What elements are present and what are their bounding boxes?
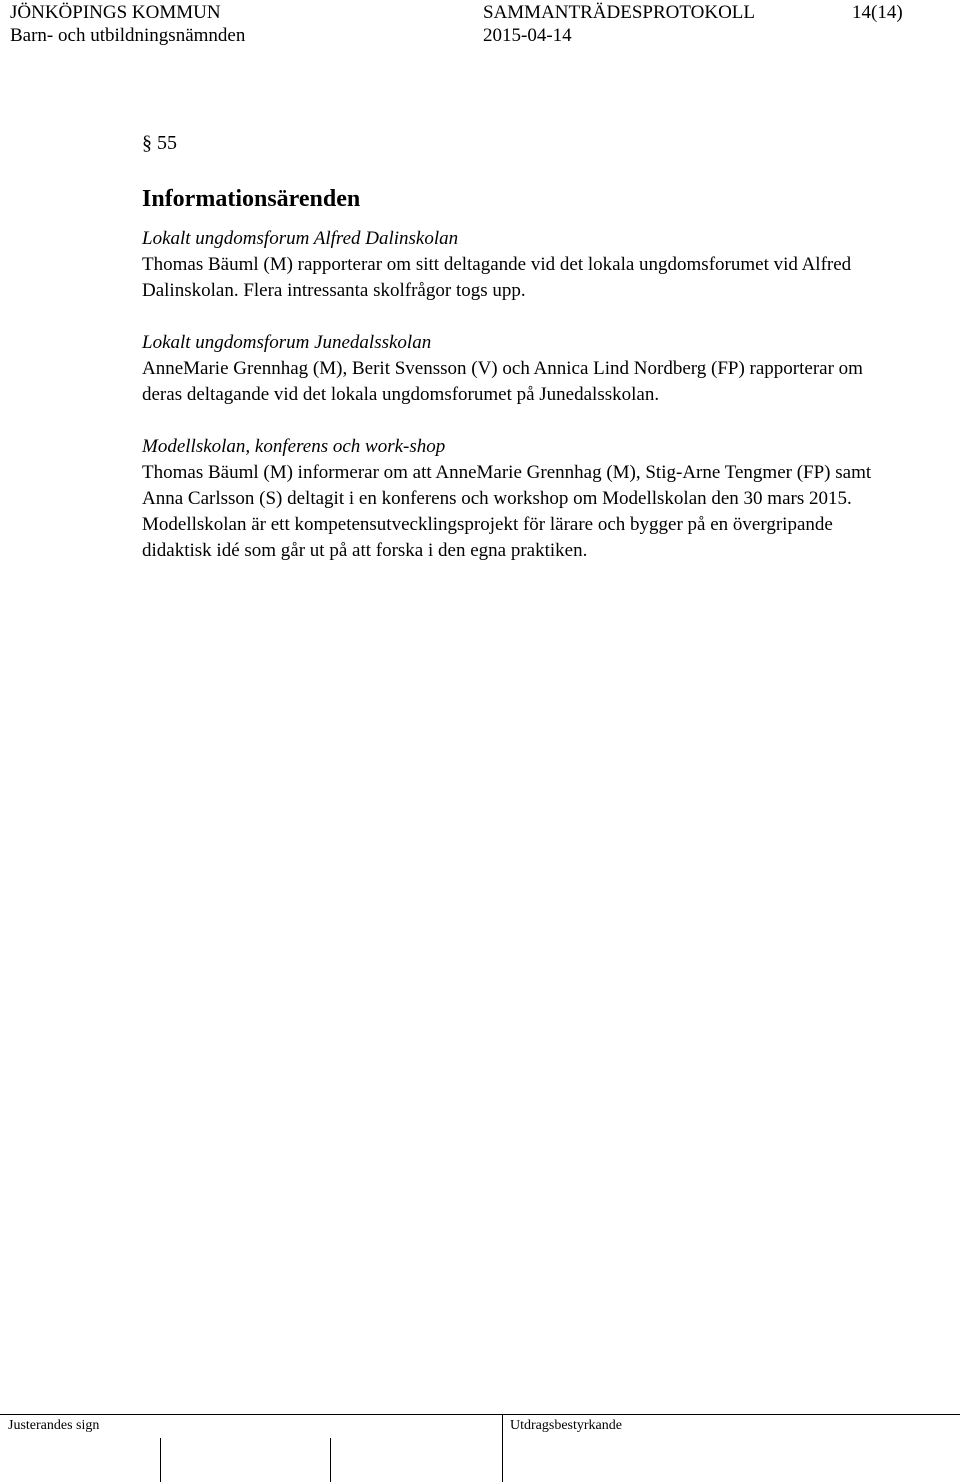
item-body: Thomas Bäuml (M) informerar om att AnneMarie Grennhag (M), Stig-Arne Tengmer (FP) samt Anna Carlsson (S) deltagit i en konferens och workshop om Modellskolan den 30 mars 2015. Modellskolan är ett kompetensutvecklingsprojekt för lärare och bygger på en övergripande didaktisk idé som går ut på att forska i den egna praktiken. — [142, 462, 872, 561]
municipality-name: JÖNKÖPINGS KOMMUN — [10, 2, 221, 23]
item-title: Lokalt ungdomsforum Alfred Dalinskolan — [142, 228, 459, 249]
signature-line — [330, 1438, 331, 1482]
protocol-content — [142, 128, 902, 564]
adjuster-sign-label: Justerandes sign — [8, 1418, 100, 1433]
item-title: Lokalt ungdomsforum Junedalsskolan — [142, 332, 432, 353]
section-title: Informationsärenden — [142, 186, 361, 212]
info-item-junedalsskolan — [142, 330, 902, 408]
footer-divider — [0, 1414, 960, 1415]
item-body: Thomas Bäuml (M) rapporterar om sitt deltagande vid det lokala ungdomsforumet vid Alfred Dalinskolan. Flera intressanta skolfrågor togs upp. — [142, 254, 852, 301]
item-title: Modellskolan, konferens och work-shop — [142, 436, 446, 457]
signature-line — [160, 1438, 161, 1482]
page-number: 14(14) — [852, 2, 903, 23]
section-number: § 55 — [142, 132, 177, 154]
info-item-alfred-dalinskolan — [142, 226, 902, 304]
document-type: SAMMANTRÄDESPROTOKOLL — [483, 2, 756, 23]
committee-name: Barn- och utbildningsnämnden — [10, 25, 246, 46]
footer-column-divider — [502, 1414, 503, 1482]
info-item-modellskolan — [142, 434, 902, 564]
meeting-date: 2015-04-14 — [483, 25, 572, 46]
item-body: AnneMarie Grennhag (M), Berit Svensson (V) och Annica Lind Nordberg (FP) rapporterar om deras deltagande vid det lokala ungdomsforumet på Junedalsskolan. — [142, 358, 863, 405]
certified-extract-label: Utdragsbestyrkande — [510, 1418, 622, 1433]
